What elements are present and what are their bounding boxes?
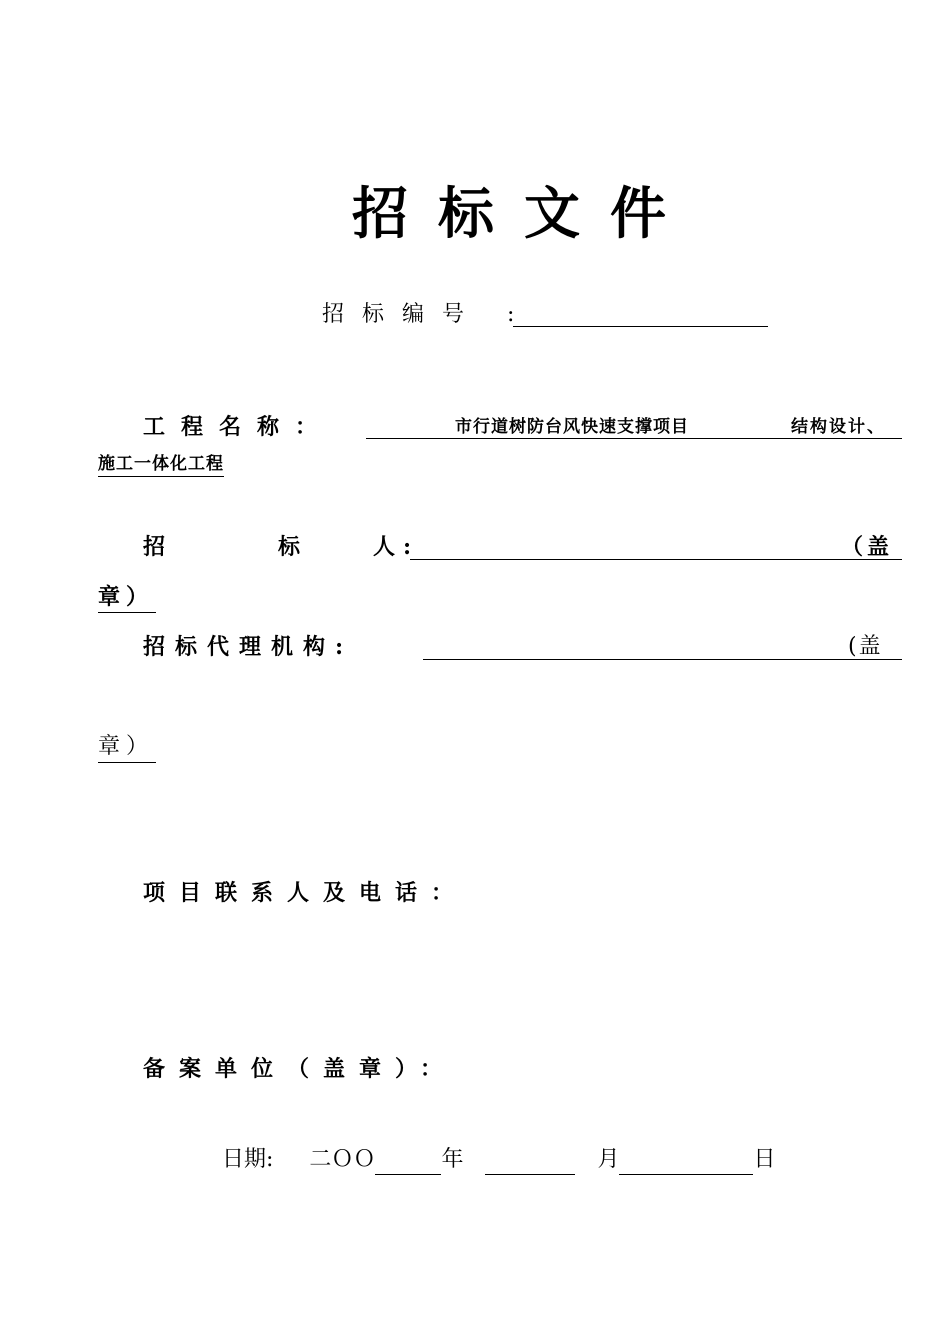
project-name-part1: 市行道树防台风快速支撑项目 (455, 417, 689, 437)
tenderer-char-1: 招 (143, 534, 166, 560)
agent-seal-open: (盖 (848, 634, 883, 659)
date-label: 日期: (222, 1147, 274, 1172)
record-unit-label: 备案单位（盖章）： (143, 1056, 457, 1082)
project-name-part3: 施工一体化工程 (98, 452, 224, 477)
tenderer-seal-close: 章） (98, 582, 156, 613)
agent-seal-close: 章） (98, 732, 156, 763)
project-name-label: 工程名称： (143, 414, 334, 440)
day-field[interactable] (619, 1148, 753, 1175)
contact-label: 项目联系人及电话： (143, 880, 468, 906)
tenderer-label-text (143, 534, 411, 560)
date-month: 月 (597, 1147, 620, 1172)
date-day: 日 (753, 1147, 776, 1172)
month-field[interactable] (485, 1148, 575, 1175)
project-name-part2: 结构设计、 (791, 417, 886, 437)
tenderer-seal-open: （盖 (841, 534, 894, 560)
tenderer-label (143, 532, 411, 562)
bid-number-field[interactable] (513, 326, 768, 327)
year-field[interactable] (375, 1148, 441, 1175)
bid-number-label: 招标编号 : (322, 302, 533, 327)
tenderer-char-2: 标 (278, 534, 301, 560)
tenderer-char-3: 人 (373, 534, 396, 560)
tenderer-colon: : (403, 534, 412, 560)
date-year: 年 (441, 1147, 464, 1172)
agent-field[interactable] (423, 659, 902, 660)
tenderer-field[interactable] (410, 559, 902, 560)
date-row (222, 1145, 775, 1175)
agent-label: 招标代理机构: (143, 634, 354, 660)
document-title: 招标文件 (352, 181, 696, 247)
date-year-prefix: 二ＯＯ (309, 1147, 376, 1172)
